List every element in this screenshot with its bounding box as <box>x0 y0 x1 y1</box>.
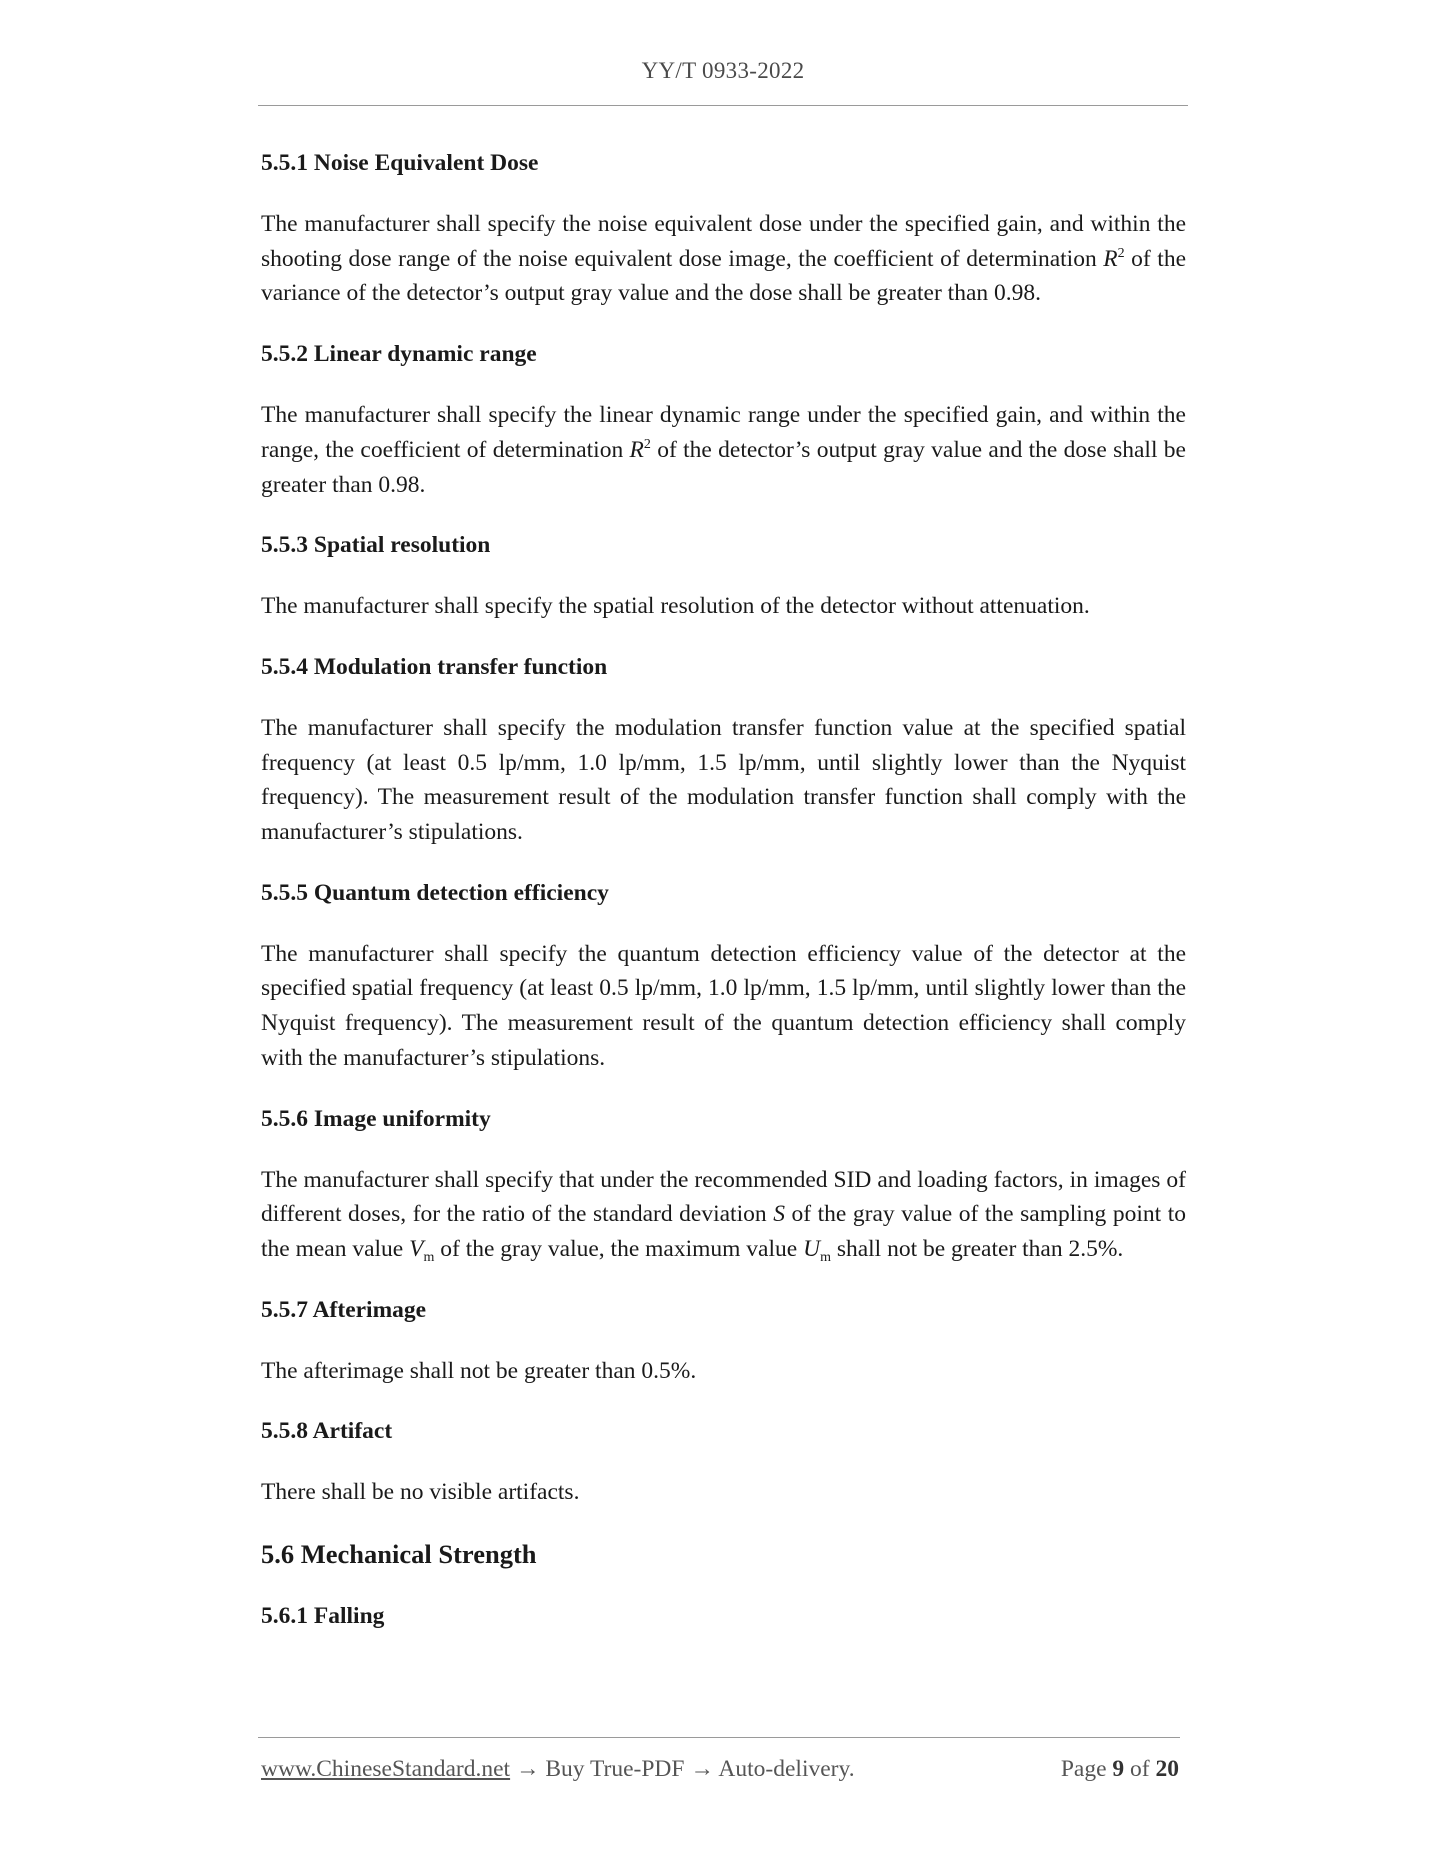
auto-delivery-text: Auto-delivery. <box>718 1756 855 1782</box>
section-heading-5-5-3: 5.5.3 Spatial resolution <box>261 532 491 559</box>
total-pages: 20 <box>1155 1756 1179 1782</box>
page-label: Page <box>1060 1756 1107 1782</box>
footer-promo <box>261 1756 855 1783</box>
variable-v: V <box>409 1235 424 1262</box>
section-heading-5-5-1: 5.5.1 Noise Equivalent Dose <box>261 150 539 176</box>
page-content <box>261 146 1186 1633</box>
superscript-2: 2 <box>1117 245 1125 261</box>
arrow-right-icon: → <box>515 1756 540 1782</box>
buy-true-pdf-text: Buy True-PDF <box>545 1756 685 1782</box>
section-heading-5-5-8: 5.5.8 Artifact <box>261 1418 393 1445</box>
website-link[interactable]: www.ChineseStandard.net <box>261 1756 511 1782</box>
variable-r: R <box>629 436 644 463</box>
section-heading-5-5-4: 5.5.4 Modulation transfer function <box>261 653 608 680</box>
section-heading-5-5-5: 5.5.5 Quantum detection efficiency <box>261 879 609 906</box>
section-text-5-5-4: The manufacturer shall specify the modulation transfer function value at the specified spatial frequency (at least 0.5 lp/mm, 1.0 lp/mm, 1.5 lp/mm, until slightly lower than the Nyquist frequency). The measurement result of the modulation transfer function shall comply with the manufacturer’s stipulations. <box>261 714 1186 846</box>
subscript-m: m <box>820 1249 831 1265</box>
section-text-5-5-1: The manufacturer shall specify the noise equivalent dose under the specified gain, and within the shooting dose range of the noise equivalent dose image, the coefficient of determination $R^2$ of the variance of the detector’s output gray value and the dose shall be greater than 0.98. <box>261 211 1186 307</box>
section-heading-5-6: 5.6 Mechanical Strength <box>261 1539 537 1570</box>
section-heading-5-6-1: 5.6.1 Falling <box>261 1603 385 1630</box>
section-heading-5-5-6: 5.5.6 Image uniformity <box>261 1105 491 1132</box>
of-label: of <box>1130 1756 1150 1782</box>
variable-s: S <box>773 1201 785 1228</box>
section-text-5-5-7: The afterimage shall not be greater than 0.5%. <box>261 1357 697 1384</box>
variable-u: U <box>803 1235 821 1262</box>
section-heading-5-5-7: 5.5.7 Afterimage <box>261 1296 427 1323</box>
section-text-5-5-2: The manufacturer shall specify the linear dynamic range under the specified gain, and within the range, the coefficient of determination $R^2$ of the detector’s output gray value and the dose shall be greater than 0.98. <box>261 402 1186 498</box>
section-heading-5-5-2: 5.5.2 Linear dynamic range <box>261 341 537 368</box>
section-text-5-5-6: The manufacturer shall specify that under the recommended SID and loading factors, in images of different doses, for the ratio of the standard deviation S of the gray value of the sampling point to the mean value $V_m$ of the gray value, the maximum value $U_m$ shall not be greater than 2.5%. <box>261 1166 1186 1265</box>
document-code-header: YY/T 0933-2022 <box>641 58 805 83</box>
section-text-5-5-5: The manufacturer shall specify the quantum detection efficiency value of the detector at the specified spatial frequency (at least 0.5 lp/mm, 1.0 lp/mm, 1.5 lp/mm, until slightly lower than the Nyquist frequency). The measurement result of the quantum detection efficiency shall comply with the manufacturer’s stipulations. <box>261 940 1186 1071</box>
header-divider <box>258 105 1188 106</box>
footer-divider <box>258 1737 1180 1738</box>
page-indicator <box>1061 1756 1179 1783</box>
page-number: 9 <box>1112 1756 1125 1782</box>
superscript-2: 2 <box>643 436 651 452</box>
subscript-m: m <box>423 1249 435 1265</box>
arrow-right-icon: → <box>690 1756 714 1782</box>
section-text-5-5-8: There shall be no visible artifacts. <box>261 1479 580 1506</box>
section-text-5-5-3: The manufacturer shall specify the spatial resolution of the detector without attenuation. <box>261 593 1090 620</box>
variable-r: R <box>1103 245 1118 272</box>
